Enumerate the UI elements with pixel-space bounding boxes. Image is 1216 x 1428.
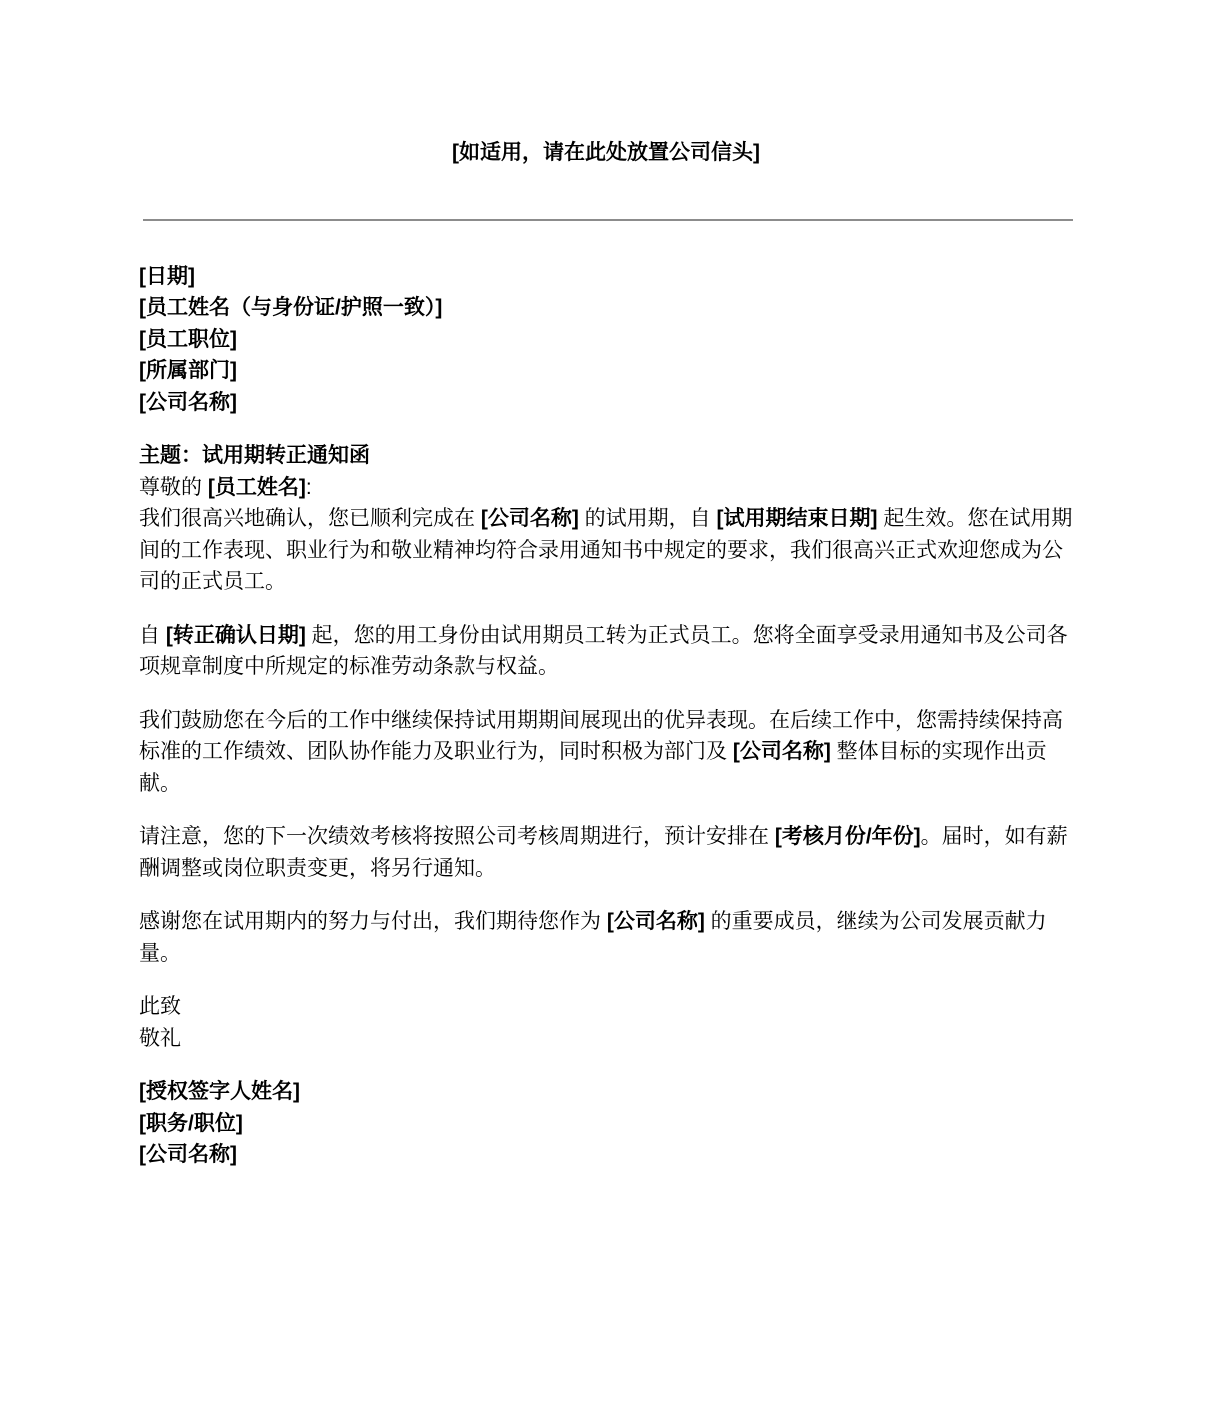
paragraph-probation-completed: 我们很高兴地确认，您已顺利完成在 [公司名称] 的试用期，自 [试用期结束日期] 起生效。您在试用期间的工作表现、职业行为和敬业精神均符合录用通知书中规定的要求，我们很高兴正式欢迎您成为公司的正式员工。 <box>139 507 1073 593</box>
recipient-name-line: [员工姓名（与身份证/护照一致）] <box>139 296 443 319</box>
paragraph-thanks: 感谢您在试用期内的努力与付出，我们期待您作为 [公司名称] 的重要成员，继续为公司发展贡献力量。 <box>139 910 1047 965</box>
recipient-position-line: [员工职位] <box>139 327 237 351</box>
signature-block <box>139 1076 1073 1171</box>
paragraph-encouragement: 我们鼓励您在今后的工作中继续保持试用期期间展现出的优异表现。在后续工作中，您需持续保持高标准的工作绩效、团队协作能力及职业行为，同时积极为部门及 [公司名称] 整体目标的实现作出贡献。 <box>139 708 1063 795</box>
signature-company-line: [公司名称] <box>139 1143 237 1166</box>
paragraph-status-change: 自 [转正确认日期] 起，您的用工身份由试用期员工转为正式员工。您将全面享受录用通知书及公司各项规章制度中所规定的标准劳动条款与权益。 <box>139 623 1068 678</box>
subject-line: 主题：试用期转正通知函 <box>139 444 370 467</box>
letterhead-placeholder: [如适用，请在此处放置公司信头] <box>452 141 760 164</box>
letterhead-divider <box>143 219 1073 221</box>
closing-block <box>139 991 1073 1054</box>
salutation-line: 尊敬的 [员工姓名]: <box>139 475 312 499</box>
recipient-block <box>139 292 1073 418</box>
signature-title-line: [职务/职位] <box>139 1111 243 1135</box>
date-line: [日期] <box>139 264 195 288</box>
closing-cizhi: 此致 <box>139 995 181 1018</box>
signature-name-line: [授权签字人姓名] <box>139 1080 300 1103</box>
recipient-department-line: [所属部门] <box>139 359 237 382</box>
paragraph-performance-review: 请注意，您的下一次绩效考核将按照公司考核周期进行，预计安排在 [考核月份/年份]。届时，如有薪酬调整或岗位职责变更，将另行通知。 <box>139 825 1068 880</box>
recipient-company-line: [公司名称] <box>139 390 237 414</box>
closing-jingli: 敬礼 <box>139 1026 181 1050</box>
